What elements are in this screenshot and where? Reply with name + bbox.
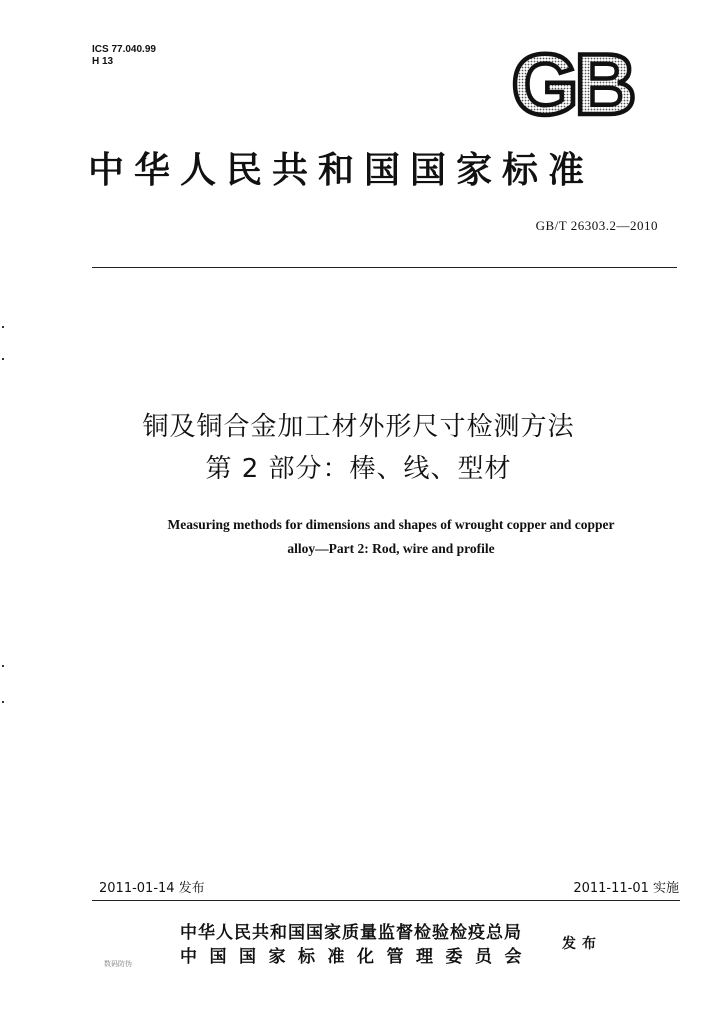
margin-mark <box>2 665 4 667</box>
chinese-title-line-1: 铜及铜合金加工材外形尺寸检测方法 <box>142 412 575 442</box>
gb-logo <box>500 42 644 120</box>
english-title <box>96 513 686 561</box>
organization-title: 中华人民共和国国家标准 <box>88 149 595 191</box>
margin-mark <box>2 326 4 328</box>
standard-number: GB/T 26303.2—2010 <box>535 218 658 233</box>
h-code: H 13 <box>92 56 114 67</box>
classification-codes <box>92 44 156 68</box>
margin-mark <box>2 701 4 703</box>
anti-counterfeit-stamp: 数码防伪 <box>104 960 132 968</box>
header-divider <box>92 267 677 268</box>
issue-label: 发布 <box>562 936 602 952</box>
implement-date: 2011-11-01 实施 <box>573 881 679 896</box>
gb-logo-text: GB <box>511 42 633 120</box>
chinese-title-line-2: 第 2 部分：棒、线、型材 <box>205 454 512 484</box>
english-title-line-1: Measuring methods for dimensions and shapes of wrought copper and copper <box>167 517 615 532</box>
issuer-sac: 中国国家标准化管理委员会 <box>180 947 534 967</box>
margin-mark <box>2 358 4 360</box>
english-title-line-2: alloy—Part 2: Rod, wire and profile <box>287 541 495 556</box>
issuer-aqsiq: 中华人民共和国国家质量监督检验检疫总局 <box>180 923 522 943</box>
ics-code: ICS 77.040.99 <box>92 44 156 55</box>
footer-divider <box>92 900 680 901</box>
publish-date: 2011-01-14 发布 <box>99 881 205 896</box>
